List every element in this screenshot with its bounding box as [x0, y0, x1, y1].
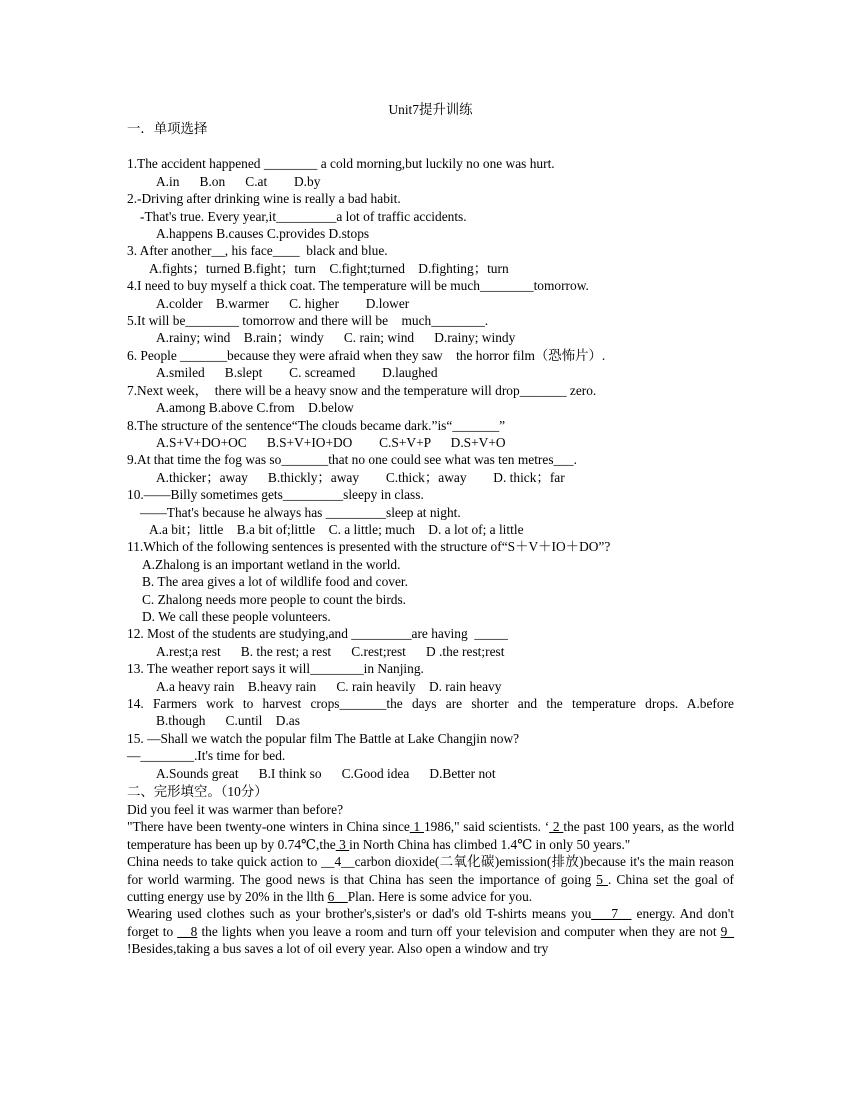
- question-options: B.though C.until D.as: [156, 713, 300, 729]
- question-item: [127, 625, 734, 660]
- question-options: A.a bit；little B.a bit of;little C. a little; much D. a lot of; a little: [149, 521, 524, 537]
- cloze-blank-1: 1: [409, 819, 424, 835]
- question-stem: 9.At that time the fog was so_______that no one could see what was ten metres___.: [127, 452, 577, 468]
- question-options: A.happens B.causes C.provides D.stops: [156, 226, 370, 242]
- question-stem: 7.Next week， there will be a heavy snow and the temperature will drop_______ zero.: [127, 382, 597, 398]
- cloze-text: 1986," said scientists. ‘: [423, 819, 550, 835]
- cloze-text: energy. And don't forget to: [127, 906, 734, 939]
- question-stem: 5.It will be________ tomorrow and there will be much________.: [127, 313, 489, 329]
- spacer: [127, 137, 734, 155]
- cloze-blank-4: __4__: [321, 854, 355, 870]
- question-item: [127, 486, 734, 538]
- cloze-paragraph: [127, 818, 734, 853]
- question-item: [127, 382, 734, 417]
- question-options: A.smiled B.slept C. screamed D.laughed: [156, 365, 438, 381]
- question-stem: 12. Most of the students are studying,and _________are having _____: [127, 626, 508, 642]
- question-choice: B. The area gives a lot of wildlife food and cover.: [142, 574, 408, 590]
- question-stem: 8.The structure of the sentence“The clouds became dark.”is“_______”: [127, 417, 506, 433]
- question-options: A.rainy; wind B.rain；windy C. rain; wind D.rainy; windy: [156, 330, 516, 346]
- question-stem: 4.I need to buy myself a thick coat. The temperature will be much________tomorrow.: [127, 278, 589, 294]
- question-item: [127, 695, 734, 730]
- question-stem: 3. After another__, his face____ black and blue.: [127, 243, 388, 259]
- question-stem: 13. The weather report says it will________in Nanjing.: [127, 661, 424, 677]
- question-stem: 10.——Billy sometimes gets_________sleepy in class.: [127, 487, 424, 503]
- document-page: [127, 100, 734, 958]
- cloze-text: Wearing used clothes such as your brother's,sister's or dad's old T-shirts means you: [127, 906, 592, 922]
- section-heading-choice: 一．单项选择: [127, 121, 208, 136]
- question-choice: A.Zhalong is an important wetland in the world.: [142, 556, 401, 572]
- section-heading-cloze: 二、完形填空。（10分）: [127, 784, 268, 800]
- cloze-text: the past 100 years, as the world temperature has been up by 0.74℃,the: [127, 819, 735, 852]
- cloze-line: Did you feel it was warmer than before?: [127, 802, 344, 818]
- question-item: [127, 660, 734, 695]
- question-options: A.in B.on C.at D.by: [156, 173, 321, 189]
- question-options: A.thicker；away B.thickly；away C.thick；away D. thick；far: [156, 469, 565, 485]
- question-options: A.among B.above C.from D.below: [156, 400, 354, 416]
- question-options: A.fights；turned B.fight；turn C.fight;turned D.fighting；turn: [149, 260, 509, 276]
- cloze-blank-5: 5: [596, 871, 608, 887]
- question-item: [127, 190, 734, 242]
- question-sub-line: —________.It's time for bed.: [127, 748, 286, 764]
- question-stem: 6. People _______because they were afraid when they saw the horror film（恐怖片）.: [127, 347, 606, 363]
- question-item: [127, 417, 734, 452]
- question-stem: 2.-Driving after drinking wine is really a bad habit.: [127, 191, 401, 207]
- cloze-text: Plan. Here is some advice for you.: [347, 889, 533, 905]
- question-stem: 15. —Shall we watch the popular film The Battle at Lake Changjin now?: [127, 730, 520, 746]
- question-options: A.rest;a rest B. the rest; a rest C.rest;rest D .the rest;rest: [156, 643, 505, 659]
- cloze-blank-8: __8: [177, 923, 198, 939]
- question-item: [127, 730, 734, 782]
- cloze-blank-3: 3: [335, 836, 350, 852]
- cloze-paragraph: [127, 853, 734, 905]
- cloze-passage: [127, 801, 734, 958]
- cloze-blank-9: 9_: [720, 923, 734, 939]
- question-stem: 1.The accident happened ________ a cold morning,but luckily no one was hurt.: [127, 156, 555, 172]
- cloze-text: carbon dioxide(二氧化碳)emission(排放)because it's the main reason for world warming. The good news is that China has seen the importance of going: [127, 854, 735, 887]
- question-item: [127, 312, 734, 347]
- question-stem: 14. Farmers work to harvest crops_______the days are shorter and the temperature drops. A.before: [127, 696, 734, 711]
- cloze-text: in North China has climbed 1.4℃ in only 50 years.": [349, 836, 631, 852]
- cloze-text: China needs to take quick action to: [127, 854, 322, 870]
- question-item: [127, 155, 734, 190]
- question-options: A.colder B.warmer C. higher D.lower: [156, 295, 410, 311]
- cloze-blank-7: ___7__: [591, 906, 632, 922]
- question-stem: 11.Which of the following sentences is presented with the structure of“S＋V＋IO＋DO”?: [127, 539, 611, 555]
- question-sub-line: -That's true. Every year,it_________a lot of traffic accidents.: [140, 208, 467, 224]
- cloze-paragraph: [127, 905, 734, 957]
- question-options: A.a heavy rain B.heavy rain C. rain heavily D. rain heavy: [156, 678, 502, 694]
- cloze-text: !Besides,taking a bus saves a lot of oil every year. Also open a window and try: [127, 941, 549, 957]
- question-item: [127, 538, 734, 625]
- question-item: [127, 277, 734, 312]
- question-item: [127, 347, 734, 382]
- cloze-blank-6: 6__: [327, 889, 348, 905]
- question-list: [127, 155, 734, 782]
- cloze-text: the lights when you leave a room and turn off your television and computer when they are not: [197, 923, 721, 939]
- cloze-text: . China set the goal of cutting energy use by 20% in the llth: [127, 871, 735, 905]
- document-title: Unit7提升训练: [388, 102, 473, 117]
- question-sub-line: ——That's because he always has _________sleep at night.: [140, 504, 461, 520]
- question-item: [127, 451, 734, 486]
- question-choice: D. We call these people volunteers.: [142, 608, 331, 624]
- question-item: [127, 242, 734, 277]
- cloze-text: "There have been twenty-one winters in China since: [127, 819, 410, 835]
- question-options: A.S+V+DO+OC B.S+V+IO+DO C.S+V+P D.S+V+O: [156, 434, 506, 450]
- question-choice: C. Zhalong needs more people to count the birds.: [142, 591, 407, 607]
- question-options: A.Sounds great B.I think so C.Good idea D.Better not: [156, 765, 496, 781]
- cloze-blank-2: 2: [549, 819, 564, 835]
